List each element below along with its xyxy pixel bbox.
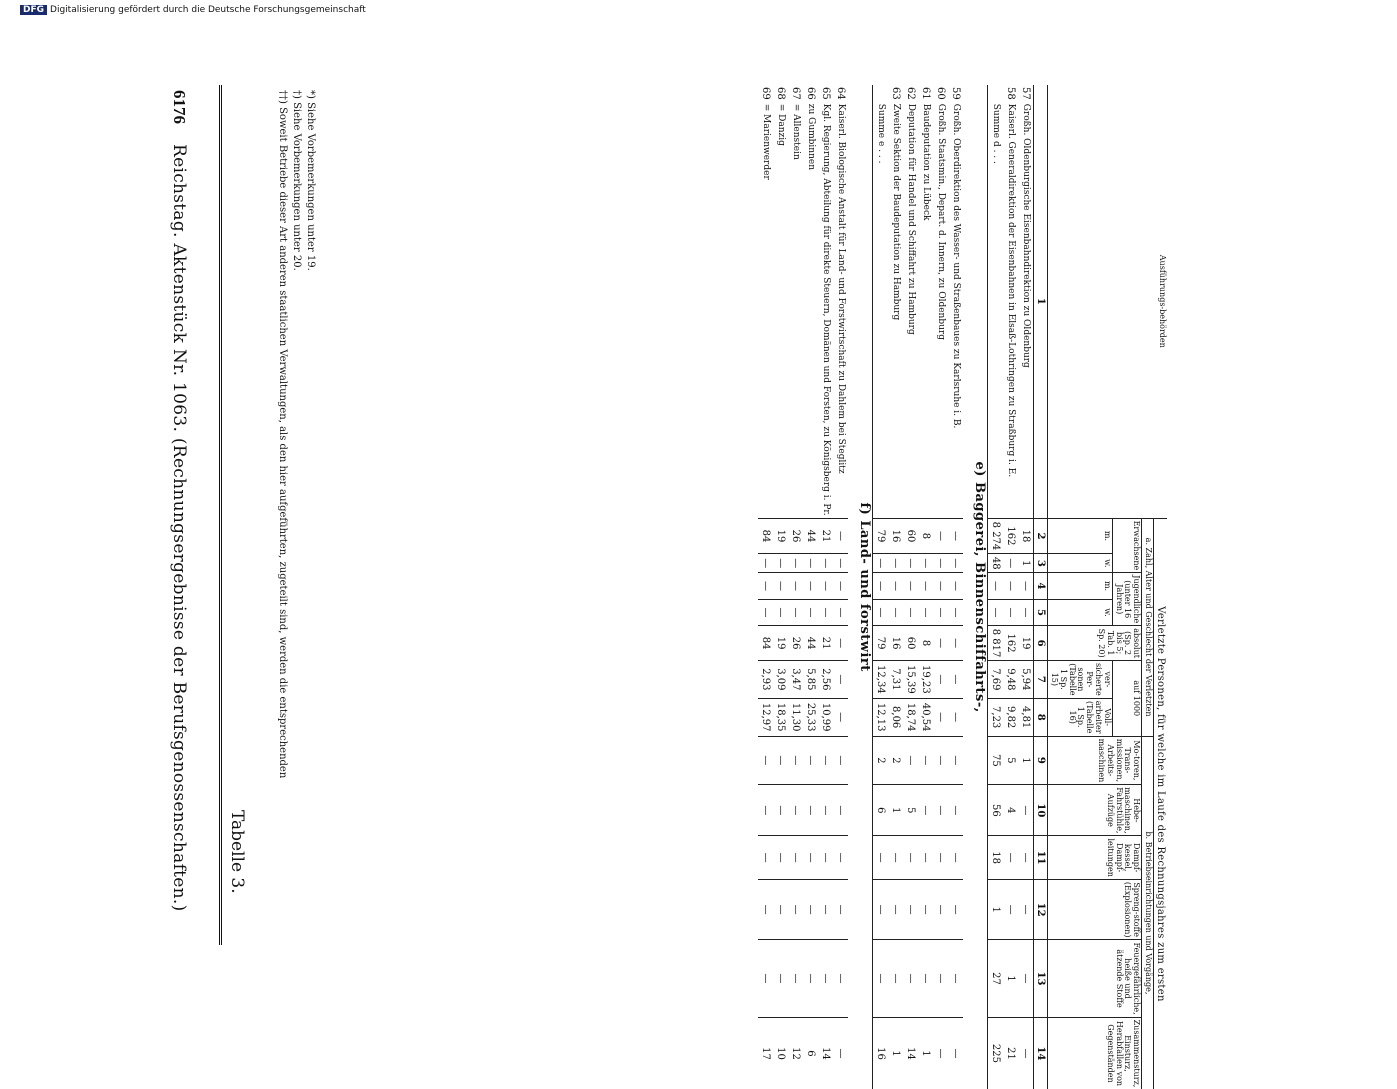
cell-c4: — bbox=[803, 573, 818, 600]
cell-c11: — bbox=[803, 836, 818, 879]
col-m1: m. bbox=[1048, 518, 1113, 554]
cell-c9: 2 bbox=[888, 736, 903, 785]
table-row bbox=[933, 85, 948, 1089]
row-number bbox=[988, 85, 1004, 102]
cell-c11: — bbox=[833, 836, 848, 879]
cell-c5: — bbox=[918, 599, 933, 625]
cell-c2: 21 bbox=[818, 518, 833, 554]
cell-c12: — bbox=[818, 879, 833, 940]
col-b13: Feuergefährliche, heiße und ätzende Stoffe bbox=[1048, 940, 1142, 1017]
cell-c11: — bbox=[788, 836, 803, 879]
cell-c11: 18 bbox=[988, 836, 1004, 879]
cell-c2: 16 bbox=[888, 518, 903, 554]
cell-c7: 9,48 bbox=[1003, 660, 1018, 698]
cell-c12: — bbox=[1018, 879, 1034, 940]
cell-c12: — bbox=[1003, 879, 1018, 940]
cell-c3: — bbox=[918, 554, 933, 573]
cell-c9: 1 bbox=[1018, 736, 1034, 785]
table-row bbox=[918, 85, 933, 1089]
cell-c7: 3,09 bbox=[773, 660, 788, 698]
cell-c2: 18 bbox=[1018, 518, 1034, 554]
cell-c12: — bbox=[888, 879, 903, 940]
cell-c6: — bbox=[948, 626, 963, 661]
cell-c10: — bbox=[918, 785, 933, 836]
cell-c11: — bbox=[918, 836, 933, 879]
cell-c14: — bbox=[833, 1017, 848, 1089]
cell-c5: — bbox=[758, 599, 773, 625]
cell-c8: — bbox=[948, 698, 963, 736]
cell-c2: 44 bbox=[803, 518, 818, 554]
cell-c13: — bbox=[888, 940, 903, 1017]
cell-c10: 4 bbox=[1003, 785, 1018, 836]
row-number: 61 bbox=[920, 87, 932, 100]
cell-c14: 1 bbox=[888, 1017, 903, 1089]
cell-c13: 1 bbox=[1003, 940, 1018, 1017]
cell-c13: — bbox=[948, 940, 963, 1017]
cell-c3: 48 bbox=[988, 554, 1004, 573]
cell-c4: — bbox=[988, 573, 1004, 600]
colnum: 8 bbox=[1034, 698, 1048, 736]
cell-c5: — bbox=[873, 599, 889, 625]
cell-c5: — bbox=[903, 599, 918, 625]
table-row bbox=[888, 85, 903, 1089]
dfg-logo: DFG bbox=[20, 5, 47, 15]
col-w1: w. bbox=[1048, 554, 1113, 573]
cell-c4: — bbox=[818, 573, 833, 600]
cell-c14: — bbox=[933, 1017, 948, 1089]
group-a: a. Zahl, Alter und Geschlecht der Verletzten bbox=[1142, 518, 1154, 736]
cell-c9: — bbox=[788, 736, 803, 785]
cell-c10: — bbox=[788, 785, 803, 836]
cell-c4: — bbox=[903, 573, 918, 600]
cell-c6: 8 817 bbox=[988, 626, 1004, 661]
cell-c13: — bbox=[873, 940, 889, 1017]
footnotes bbox=[275, 90, 317, 950]
cell-c9: — bbox=[903, 736, 918, 785]
funding-text: Digitalisierung gefördert durch die Deutsche Forschungsgemeinschaft bbox=[50, 5, 366, 15]
cell-c4: — bbox=[918, 573, 933, 600]
header-rule bbox=[219, 85, 222, 945]
cell-c10: 6 bbox=[873, 785, 889, 836]
cell-c10: — bbox=[758, 785, 773, 836]
cell-c14: 17 bbox=[758, 1017, 773, 1089]
cell-c14: 16 bbox=[873, 1017, 889, 1089]
table-row bbox=[818, 85, 833, 1089]
cell-c14: 1 bbox=[918, 1017, 933, 1089]
table-row bbox=[1018, 85, 1034, 1089]
colnum: 1 bbox=[1034, 85, 1048, 518]
cell-c8: 11,30 bbox=[788, 698, 803, 736]
row-number: 65 bbox=[820, 87, 832, 100]
cell-c8: 8,06 bbox=[888, 698, 903, 736]
cell-c9: — bbox=[803, 736, 818, 785]
cell-c13: — bbox=[933, 940, 948, 1017]
cell-c6: 21 bbox=[818, 626, 833, 661]
row-number bbox=[873, 85, 889, 102]
cell-c3: — bbox=[788, 554, 803, 573]
cell-c2: — bbox=[833, 518, 848, 554]
col-vollarbeiter: Voll-arbeiter (Tabelle 1 Sp. 16) bbox=[1048, 698, 1113, 736]
row-number: 60 bbox=[935, 87, 947, 100]
cell-c3: 1 bbox=[1018, 554, 1034, 573]
row-name: = Marienwerder bbox=[761, 103, 772, 180]
cell-c4: — bbox=[833, 573, 848, 600]
col-absolut: absolut (Sp. 2 bis 5; Tab. 1 Sp. 20) bbox=[1048, 626, 1142, 661]
cell-c11: — bbox=[933, 836, 948, 879]
section-row bbox=[963, 85, 988, 1089]
colnum: 7 bbox=[1034, 660, 1048, 698]
cell-c12: — bbox=[918, 879, 933, 940]
colnum: 6 bbox=[1034, 626, 1048, 661]
cell-c3: — bbox=[818, 554, 833, 573]
colnum: 9 bbox=[1034, 736, 1048, 785]
cell-c5: — bbox=[933, 599, 948, 625]
cell-c8: 18,35 bbox=[773, 698, 788, 736]
row-number: 66 bbox=[805, 87, 817, 100]
cell-c6: 162 bbox=[1003, 626, 1018, 661]
cell-c10: 5 bbox=[903, 785, 918, 836]
cell-c4: — bbox=[888, 573, 903, 600]
cell-c9: — bbox=[948, 736, 963, 785]
colnum: 13 bbox=[1034, 940, 1048, 1017]
cell-c9: — bbox=[833, 736, 848, 785]
cell-c8: 40,54 bbox=[918, 698, 933, 736]
cell-c4: — bbox=[933, 573, 948, 600]
cell-c11: — bbox=[1018, 836, 1034, 879]
cell-c7: 5,85 bbox=[803, 660, 818, 698]
cell-c2: 8 274 bbox=[988, 518, 1004, 554]
cell-c6: 26 bbox=[788, 626, 803, 661]
cell-c12: — bbox=[903, 879, 918, 940]
cell-c14: — bbox=[948, 1017, 963, 1089]
group-title: Verletzte Personen, für welche im Laufe des Rechnungsjahres zum ersten bbox=[1154, 518, 1168, 1089]
row-name: Großh. Oldenburgische Eisenbahndirektion zu Oldenburg bbox=[1021, 103, 1032, 368]
cell-c13: — bbox=[818, 940, 833, 1017]
table-row bbox=[833, 85, 848, 1089]
cell-c6: 19 bbox=[773, 626, 788, 661]
cell-c7: — bbox=[933, 660, 948, 698]
cell-c5: — bbox=[1018, 599, 1034, 625]
cell-c9: 75 bbox=[988, 736, 1004, 785]
cell-c4: — bbox=[1003, 573, 1018, 600]
cell-c12: — bbox=[873, 879, 889, 940]
cell-c8: 4,81 bbox=[1018, 698, 1034, 736]
cell-c10: — bbox=[773, 785, 788, 836]
col-personen: ver-sicherte Per-sonen (Tabelle 1 Sp. 15) bbox=[1048, 660, 1113, 698]
cell-c10: — bbox=[818, 785, 833, 836]
cell-c6: — bbox=[833, 626, 848, 661]
cell-c8: — bbox=[833, 698, 848, 736]
colnum: 10 bbox=[1034, 785, 1048, 836]
row-number: 63 bbox=[890, 87, 902, 100]
cell-c10: — bbox=[803, 785, 818, 836]
colnum: 14 bbox=[1034, 1017, 1048, 1089]
cell-c11: — bbox=[818, 836, 833, 879]
cell-c8: 25,33 bbox=[803, 698, 818, 736]
group-b: b. Betriebseinrichtungen und Vorgänge, bbox=[1142, 736, 1154, 1089]
cell-c6: 79 bbox=[873, 626, 889, 661]
cell-c8: 10,99 bbox=[818, 698, 833, 736]
cell-c13: — bbox=[773, 940, 788, 1017]
row-name: Großh. Oberdirektion des Wasser- und Straßenbaues zu Karlsruhe i. B. bbox=[951, 103, 962, 429]
cell-c12: 1 bbox=[988, 879, 1004, 940]
cell-c4: — bbox=[948, 573, 963, 600]
cell-c3: — bbox=[803, 554, 818, 573]
cell-c9: — bbox=[758, 736, 773, 785]
cell-c3: — bbox=[888, 554, 903, 573]
footnote: †) Siehe Vorbemerkungen unter 20. bbox=[291, 90, 302, 271]
col-jugendliche: Jugendliche (unter 16 Jahren) bbox=[1112, 573, 1141, 626]
cell-c8: 12,97 bbox=[758, 698, 773, 736]
cell-c5: — bbox=[833, 599, 848, 625]
cell-c13: — bbox=[918, 940, 933, 1017]
cell-c2: 84 bbox=[758, 518, 773, 554]
cell-c7: 5,94 bbox=[1018, 660, 1034, 698]
cell-c2: 60 bbox=[903, 518, 918, 554]
cell-c11: — bbox=[773, 836, 788, 879]
cell-c2: 79 bbox=[873, 518, 889, 554]
section-title: f) Land- und forstwirt bbox=[857, 502, 873, 672]
cell-c13: — bbox=[903, 940, 918, 1017]
row-number: 67 bbox=[790, 87, 802, 100]
cell-c6: 60 bbox=[903, 626, 918, 661]
cell-c11: — bbox=[888, 836, 903, 879]
cell-c9: 5 bbox=[1003, 736, 1018, 785]
row-name: zu Gumbinnen bbox=[806, 103, 817, 171]
cell-c2: 8 bbox=[918, 518, 933, 554]
cell-c13: — bbox=[1018, 940, 1034, 1017]
cell-c13: — bbox=[833, 940, 848, 1017]
table-row bbox=[773, 85, 788, 1089]
cell-c13: — bbox=[788, 940, 803, 1017]
colnum: 3 bbox=[1034, 554, 1048, 573]
table-body bbox=[758, 85, 1034, 1089]
cell-c5: — bbox=[818, 599, 833, 625]
cell-c9: — bbox=[818, 736, 833, 785]
row-number: 57 bbox=[1020, 87, 1032, 100]
cell-c14: 225 bbox=[988, 1017, 1004, 1089]
cell-c3: — bbox=[948, 554, 963, 573]
cell-c8: — bbox=[933, 698, 948, 736]
row-name: Großh. Staatsmin., Depart. d. Innern, zu Oldenburg bbox=[936, 103, 947, 340]
cell-c14: — bbox=[1018, 1017, 1034, 1089]
col-b9: Mo-toren, Trans-missionen, Arbeits-maschinen bbox=[1048, 736, 1142, 785]
cell-c10: — bbox=[1018, 785, 1034, 836]
cell-c7: 12,34 bbox=[873, 660, 889, 698]
cell-c8: 12,13 bbox=[873, 698, 889, 736]
table-row bbox=[803, 85, 818, 1089]
table-row bbox=[788, 85, 803, 1089]
col-b14: Zusammensturz, Einsturz, Herabfallen von Gegenständen bbox=[1048, 1017, 1142, 1089]
cell-c14: 6 bbox=[803, 1017, 818, 1089]
col-behoerden: Ausführungs-behörden bbox=[1048, 85, 1167, 518]
cell-c6: — bbox=[933, 626, 948, 661]
row-number: 69 bbox=[760, 87, 772, 100]
cell-c13: — bbox=[758, 940, 773, 1017]
cell-c7: 19,23 bbox=[918, 660, 933, 698]
cell-c8: 9,82 bbox=[1003, 698, 1018, 736]
cell-c12: — bbox=[948, 879, 963, 940]
statistics-table bbox=[758, 85, 1167, 1088]
cell-c3: — bbox=[903, 554, 918, 573]
cell-c9: 2 bbox=[873, 736, 889, 785]
row-number: 58 bbox=[1005, 87, 1017, 100]
cell-c12: — bbox=[758, 879, 773, 940]
column-numbers bbox=[1034, 85, 1048, 1089]
cell-c12: — bbox=[933, 879, 948, 940]
cell-c2: 26 bbox=[788, 518, 803, 554]
cell-c11: — bbox=[758, 836, 773, 879]
cell-c3: — bbox=[773, 554, 788, 573]
cell-c7: 7,31 bbox=[888, 660, 903, 698]
cell-c5: — bbox=[1003, 599, 1018, 625]
cell-c3: — bbox=[1003, 554, 1018, 573]
sum-row bbox=[988, 85, 1004, 1089]
row-name: = Allenstein bbox=[791, 103, 802, 160]
col-auf1000: auf 1000 bbox=[1112, 660, 1141, 736]
cell-c14: 21 bbox=[1003, 1017, 1018, 1089]
cell-c4: — bbox=[758, 573, 773, 600]
cell-c3: — bbox=[873, 554, 889, 573]
cell-c6: 44 bbox=[803, 626, 818, 661]
row-number: 64 bbox=[835, 87, 847, 100]
col-b10: Hebe-maschinen, Fahrstühle, Aufzüge bbox=[1048, 785, 1142, 836]
cell-c14: 14 bbox=[818, 1017, 833, 1089]
cell-c10: — bbox=[833, 785, 848, 836]
cell-c10: — bbox=[933, 785, 948, 836]
cell-c6: 84 bbox=[758, 626, 773, 661]
page-header bbox=[159, 90, 199, 940]
row-name: Kaiserl. Biologische Anstalt für Land- und Forstwirtschaft zu Dahlem bei Steglitz bbox=[836, 103, 847, 474]
cell-c12: — bbox=[773, 879, 788, 940]
cell-c13: — bbox=[803, 940, 818, 1017]
cell-c8: 7,23 bbox=[988, 698, 1004, 736]
cell-c10: 56 bbox=[988, 785, 1004, 836]
cell-c3: — bbox=[758, 554, 773, 573]
row-name: Deputation für Handel und Schiffahrt zu Hamburg bbox=[906, 103, 917, 335]
table-row bbox=[948, 85, 963, 1089]
cell-c6: 8 bbox=[918, 626, 933, 661]
row-name: Kgl. Regierung, Abteilung für direkte Steuern, Domänen und Forsten, zu Königsberg i. Pr. bbox=[821, 103, 832, 516]
cell-c7: 7,69 bbox=[988, 660, 1004, 698]
cell-c13: 27 bbox=[988, 940, 1004, 1017]
col-m2: m. bbox=[1048, 573, 1113, 600]
page-title: Reichstag. Aktenstück Nr. 1063. (Rechnungsergebnisse der Berufsgenossenschaften.) bbox=[169, 144, 189, 912]
cell-c6: 16 bbox=[888, 626, 903, 661]
cell-c4: — bbox=[873, 573, 889, 600]
page-number: 6176 bbox=[170, 90, 189, 124]
cell-c4: — bbox=[773, 573, 788, 600]
section-title: e) Baggerei, Binnenschiffahrts-, bbox=[972, 461, 988, 713]
cell-c2: — bbox=[933, 518, 948, 554]
cell-c2: — bbox=[948, 518, 963, 554]
row-name: Summe e . . . bbox=[873, 102, 889, 518]
cell-c5: — bbox=[788, 599, 803, 625]
cell-c2: 19 bbox=[773, 518, 788, 554]
cell-c5: — bbox=[773, 599, 788, 625]
section-row bbox=[848, 85, 873, 1089]
cell-c11: — bbox=[1003, 836, 1018, 879]
cell-c12: — bbox=[833, 879, 848, 940]
cell-c5: — bbox=[948, 599, 963, 625]
table-row bbox=[903, 85, 918, 1089]
col-erwachsene: Erwachsene bbox=[1112, 518, 1141, 573]
cell-c14: 14 bbox=[903, 1017, 918, 1089]
colnum: 11 bbox=[1034, 836, 1048, 879]
cell-c14: 12 bbox=[788, 1017, 803, 1089]
colnum: 4 bbox=[1034, 573, 1048, 600]
col-b12: Spreng-stoffe (Explosionen) bbox=[1048, 879, 1142, 940]
footnote: *) Siehe Vorbemerkungen unter 19. bbox=[305, 90, 316, 271]
table-row bbox=[758, 85, 773, 1089]
cell-c7: 2,56 bbox=[818, 660, 833, 698]
cell-c6: 19 bbox=[1018, 626, 1034, 661]
colnum: 2 bbox=[1034, 518, 1048, 554]
cell-c8: 18,74 bbox=[903, 698, 918, 736]
footnote: ††) Soweit Betriebe dieser Art anderen staatlichen Verwaltungen, als den hier aufgeführten, zugeteilt sind, werden die entsprechenden bbox=[277, 90, 288, 779]
row-name: Zweite Sektion der Baudeputation zu Hamburg bbox=[891, 103, 902, 321]
row-name: Kaiserl. Generaldirektion der Eisenbahnen in Elsaß-Lothringen zu Straßburg i. E. bbox=[1006, 103, 1017, 478]
sum-row bbox=[873, 85, 889, 1089]
row-number: 59 bbox=[950, 87, 962, 100]
cell-c9: — bbox=[933, 736, 948, 785]
cell-c7: 15,39 bbox=[903, 660, 918, 698]
cell-c3: — bbox=[933, 554, 948, 573]
row-name: Summe d . . . bbox=[988, 102, 1004, 518]
cell-c7: — bbox=[948, 660, 963, 698]
col-w2: w. bbox=[1048, 599, 1113, 625]
cell-c11: — bbox=[948, 836, 963, 879]
cell-c10: — bbox=[948, 785, 963, 836]
cell-c7: — bbox=[833, 660, 848, 698]
cell-c3: — bbox=[833, 554, 848, 573]
cell-c7: 3,47 bbox=[788, 660, 803, 698]
colnum: 5 bbox=[1034, 599, 1048, 625]
row-name: = Danzig bbox=[776, 103, 787, 146]
colnum: 12 bbox=[1034, 879, 1048, 940]
cell-c4: — bbox=[1018, 573, 1034, 600]
cell-c5: — bbox=[803, 599, 818, 625]
cell-c5: — bbox=[988, 599, 1004, 625]
cell-c14: 10 bbox=[773, 1017, 788, 1089]
row-number: 62 bbox=[905, 87, 917, 100]
cell-c9: — bbox=[773, 736, 788, 785]
col-b11: Dampf-kessel, Dampf-leitungen bbox=[1048, 836, 1142, 879]
accident-table bbox=[758, 85, 1167, 1089]
row-number: 68 bbox=[775, 87, 787, 100]
table-row bbox=[1003, 85, 1018, 1089]
table-label: Tabelle 3. bbox=[227, 810, 247, 894]
cell-c12: — bbox=[788, 879, 803, 940]
cell-c9: — bbox=[918, 736, 933, 785]
row-name: Baudeputation zu Lübeck bbox=[921, 103, 932, 221]
cell-c4: — bbox=[788, 573, 803, 600]
cell-c2: 162 bbox=[1003, 518, 1018, 554]
cell-c11: — bbox=[873, 836, 889, 879]
cell-c10: 1 bbox=[888, 785, 903, 836]
cell-c12: — bbox=[803, 879, 818, 940]
cell-c11: — bbox=[903, 836, 918, 879]
cell-c5: — bbox=[888, 599, 903, 625]
cell-c7: 2,93 bbox=[758, 660, 773, 698]
